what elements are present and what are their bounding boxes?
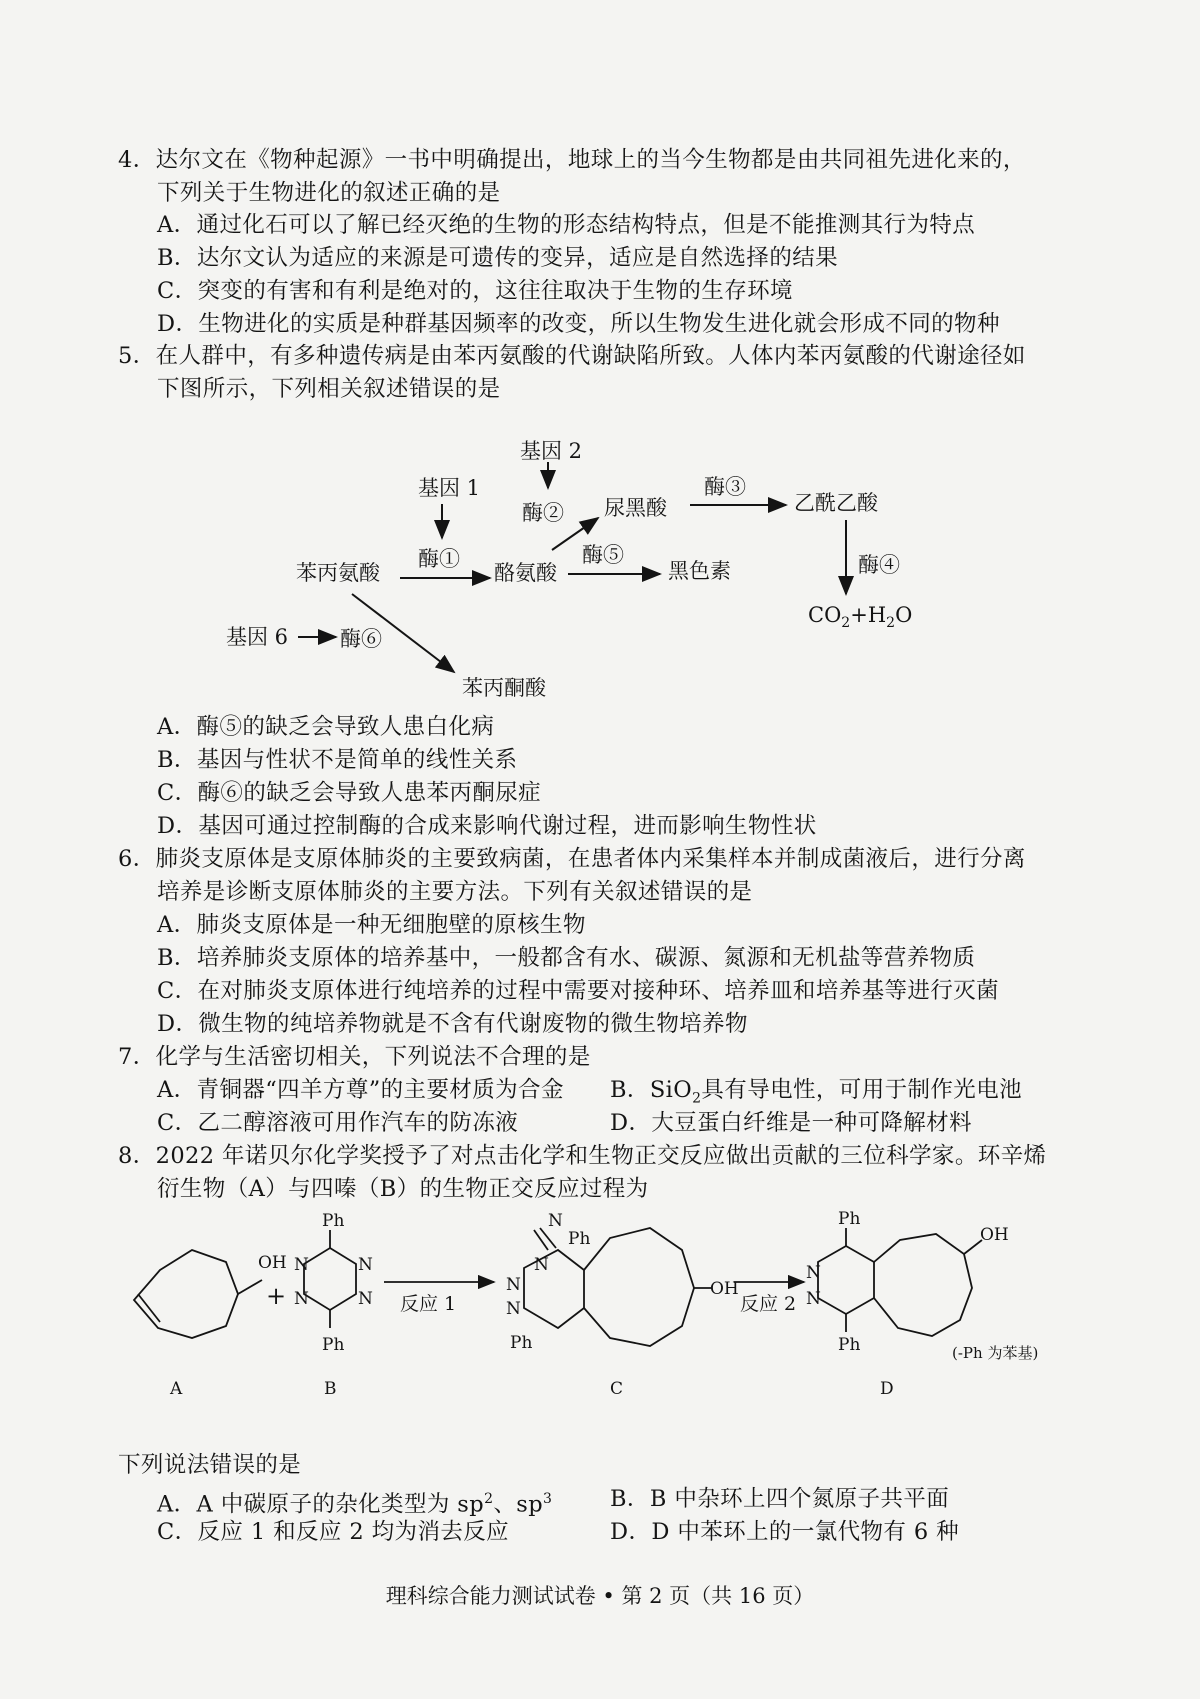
q5-stem-line2: 下图所示，下列相关叙述错误的是 [157,376,501,402]
page-footer: 理科综合能力测试试卷 • 第 2 页（共 16 页） [385,1584,815,1608]
q8-stem-line2: 衍生物（A）与四嗪（B）的生物正交反应过程为 [157,1176,649,1202]
tyr-label: 酪氨酸 [494,561,557,585]
q7-option-c: C．乙二醇溶液可用作汽车的防冻液 [157,1110,519,1136]
enzyme4-label: 酶④ [858,553,900,577]
d-ph-bottom: Ph [838,1335,861,1355]
q6-stem-line2: 培养是诊断支原体肺炎的主要方法。下列有关叙述错误的是 [157,879,753,905]
q7-stem: 7．化学与生活密切相关，下列说法不合理的是 [118,1044,591,1070]
label-c: C [610,1379,624,1399]
q8-option-d: D．D 中苯环上的一氯代物有 6 种 [610,1519,960,1545]
q5-stem-line1: 5．在人群中，有多种遗传病是由苯丙氨酸的代谢缺陷所致。人体内苯丙氨酸的代谢途径如 [118,343,1026,369]
reaction1-label: 反应 1 [400,1293,457,1315]
q4-option-d: D．生物进化的实质是种群基因频率的改变，所以生物发生进化就会形成不同的物种 [157,311,1000,337]
c-n3: N [506,1275,521,1295]
enzyme1-label: 酶① [418,547,460,571]
ppa-label: 苯丙酮酸 [462,676,546,700]
q6-stem-line1: 6．肺炎支原体是支原体肺炎的主要致病菌，在患者体内采集样本并制成菌液后，进行分离 [118,846,1026,872]
reaction-scheme [0,1210,1200,1450]
b-ph-bottom: Ph [322,1335,345,1355]
metabolism-diagram [0,0,1200,700]
b-n3: N [358,1255,373,1275]
phenyl-note: (-Ph 为苯基) [952,1344,1039,1362]
q8-option-c: C．反应 1 和反应 2 均为消去反应 [157,1519,510,1545]
q7-option-b: B．SiO$_2$具有导电性，可用于制作光电池 [610,1077,1023,1107]
q7-option-a: A．青铜器“四羊方尊”的主要材质为合金 [157,1077,564,1103]
q4-option-b: B．达尔文认为适应的来源是可遗传的变异，适应是自然选择的结果 [157,245,839,271]
q6-option-b: B．培养肺炎支原体的培养基中，一般都含有水、碳源、氮源和无机盐等营养物质 [157,945,976,971]
c-n2: N [534,1255,549,1275]
q4-stem-line2: 下列关于生物进化的叙述正确的是 [157,180,501,206]
gene6-label: 基因 6 [226,625,289,649]
aaa-label: 乙酰乙酸 [794,491,878,515]
d-n2: N [806,1289,821,1309]
enzyme3-label: 酶③ [704,475,746,499]
enzyme5-label: 酶⑤ [582,543,624,567]
c-ph-top: Ph [568,1229,591,1249]
q8-stem-line1: 8．2022 年诺贝尔化学奖授予了对点击化学和生物正交反应做出贡献的三位科学家。环辛烯 [118,1143,1047,1169]
hga-label: 尿黑酸 [604,496,667,520]
q8-option-b: B．B 中杂环上四个氮原子共平面 [610,1486,950,1512]
b-n1: N [294,1255,309,1275]
enzyme6-label: 酶⑥ [340,627,382,651]
melanin-label: 黑色素 [668,559,731,583]
gene1-label: 基因 1 [418,476,481,500]
gene2-label: 基因 2 [520,439,583,463]
q4-option-c: C．突变的有害和有利是绝对的，这往往取决于生物的生存环境 [157,278,793,304]
c-oh-label: OH [710,1279,739,1299]
d-ph-top: Ph [838,1210,861,1229]
q5-option-a: A．酶⑤的缺乏会导致人患白化病 [157,714,495,740]
q5-option-d: D．基因可通过控制酶的合成来影响代谢过程，进而影响生物性状 [157,813,817,839]
plus-sign: + [266,1282,287,1310]
co2-h2o-label: $CO_2+H_2O$ [808,603,913,631]
q6-option-d: D．微生物的纯培养物就是不含有代谢废物的微生物培养物 [157,1011,748,1037]
a-oh-label: OH [258,1253,287,1273]
q6-option-c: C．在对肺炎支原体进行纯培养的过程中需要对接种环、培养皿和培养基等进行灭菌 [157,978,1000,1004]
c-ph-bottom: Ph [510,1333,533,1353]
q4-stem-line1: 4．达尔文在《物种起源》一书中明确提出，地球上的当今生物都是由共同祖先进化来的， [118,147,1026,173]
b-n2: N [294,1289,309,1309]
c-n1: N [548,1211,563,1231]
q8-option-a: A．A 中碳原子的杂化类型为 $sp^2$、$sp^3$ [157,1491,553,1518]
label-d: D [880,1379,894,1399]
label-a: A [170,1379,183,1399]
q6-option-a: A．肺炎支原体是一种无细胞壁的原核生物 [157,912,586,938]
c-n4: N [506,1299,521,1319]
d-n1: N [806,1263,821,1283]
q7-option-d: D．大豆蛋白纤维是一种可降解材料 [610,1110,972,1136]
enzyme2-label: 酶② [522,501,564,525]
b-n4: N [358,1289,373,1309]
d-oh-label: OH [980,1225,1009,1245]
b-ph-top: Ph [322,1211,345,1231]
q5-option-b: B．基因与性状不是简单的线性关系 [157,747,518,773]
q4-option-a: A．通过化石可以了解已经灭绝的生物的形态结构特点，但是不能推测其行为特点 [157,212,976,238]
q5-option-c: C．酶⑥的缺乏会导致人患苯丙酮尿症 [157,780,542,806]
phe-label: 苯丙氨酸 [296,561,380,585]
reaction2-label: 反应 2 [740,1293,797,1315]
q8-lead: 下列说法错误的是 [118,1452,302,1478]
label-b: B [324,1379,337,1399]
